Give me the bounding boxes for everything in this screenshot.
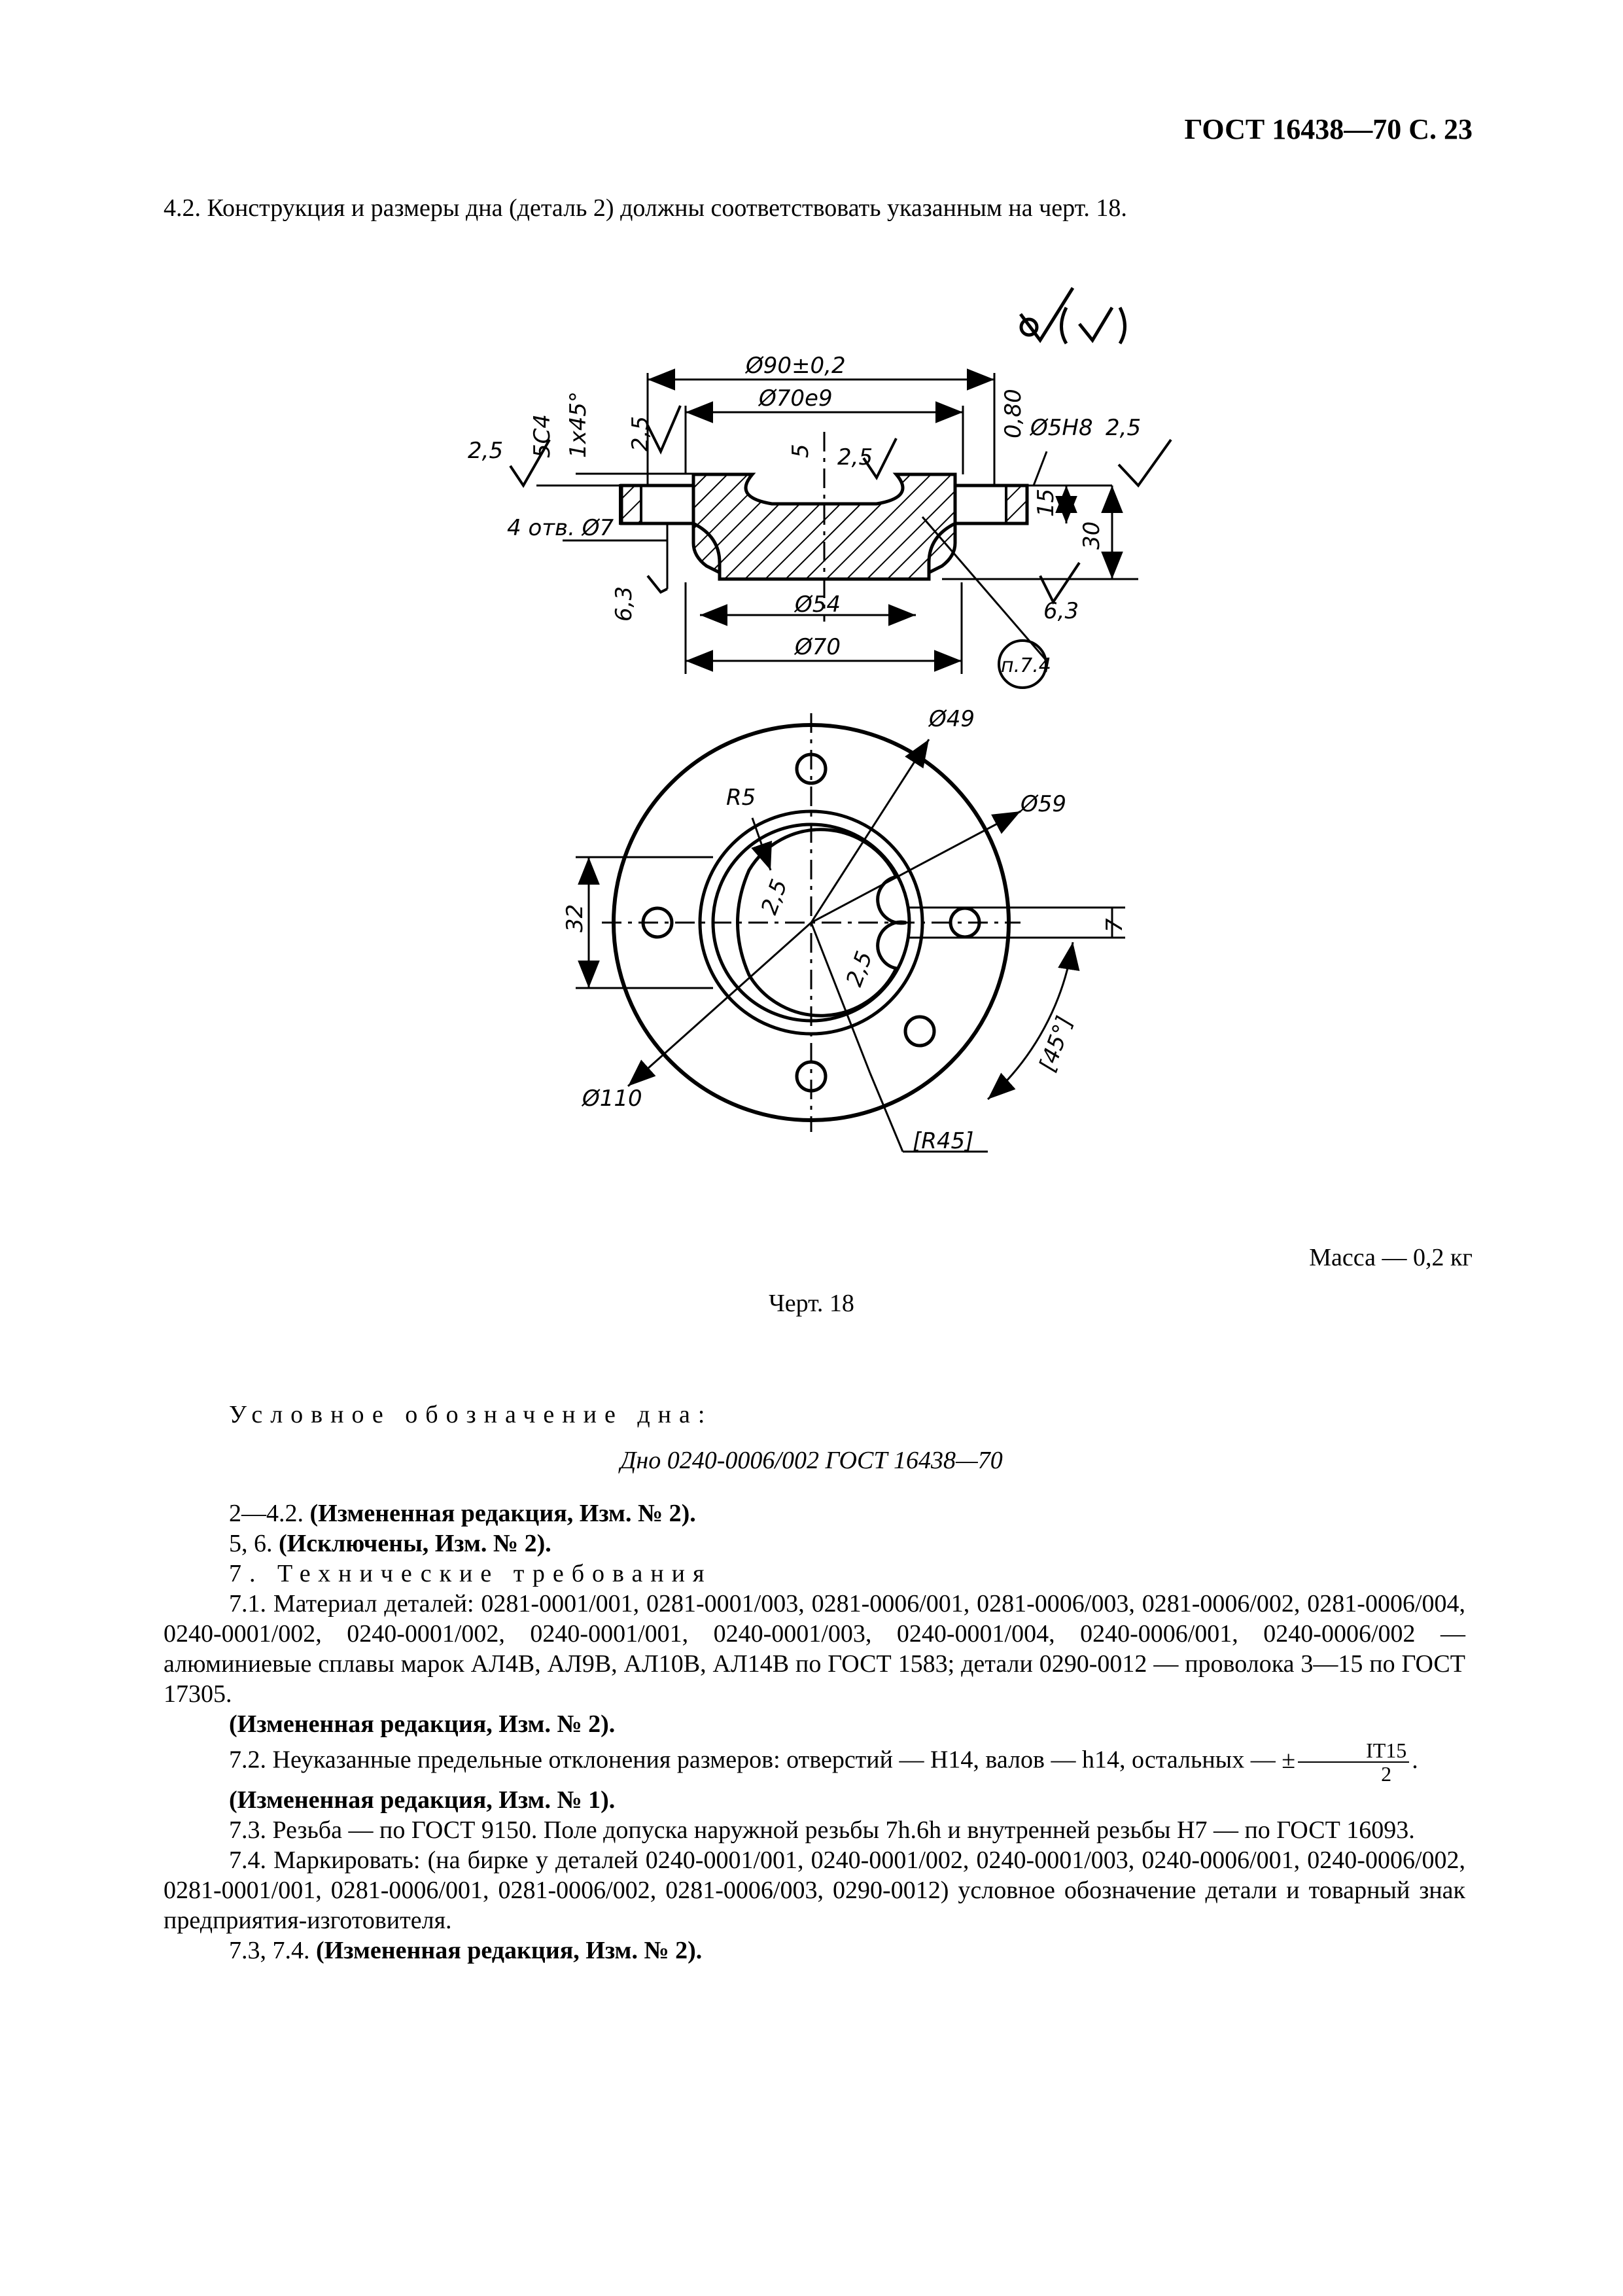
dim-angle-45: [45°] xyxy=(1034,1012,1079,1076)
dim-5: 5 xyxy=(788,444,814,458)
dim-roughness-6-3-a: 6,3 xyxy=(611,586,637,622)
tolerance-formula: ± $\frac{IT15}{2}$ . xyxy=(1282,1739,1418,1786)
roughness-symbol xyxy=(1021,288,1125,344)
dim-d54: Ø54 xyxy=(795,592,841,618)
paragraph-7-2: 7.2. Неуказанные предельные отклонения размеров: отверстий — Н14, валов — h14, остальных — ± $\frac{IT15}{2}$ . xyxy=(229,1739,1418,1786)
dim-32: 32 xyxy=(562,904,588,932)
dim-roughness-2-5-f: 2,5 xyxy=(841,947,878,991)
dim-30: 30 xyxy=(1079,521,1105,550)
intro-paragraph: 4.2. Конструкция и размеры дна (деталь 2) должны соответствовать указанным на черт. 18. xyxy=(164,194,1127,222)
dim-15: 15 xyxy=(1033,488,1059,517)
figure-caption: Черт. 18 xyxy=(769,1290,854,1317)
dim-roughness-2-5-d: 2,5 xyxy=(1106,415,1142,441)
dim-holes: 4 отв. Ø7 xyxy=(507,515,614,541)
dim-thread: 5С4 xyxy=(529,414,555,458)
dim-roughness-2-5-a: 2,5 xyxy=(468,438,504,464)
dim-note: п.7.4 xyxy=(1001,654,1051,677)
dim-roughness-2-5-c: 2,5 xyxy=(837,444,873,470)
dim-r5: R5 xyxy=(726,785,756,811)
dim-d90: Ø90±0,2 xyxy=(746,353,846,379)
page-header: ГОСТ 16438—70 С. 23 xyxy=(1184,113,1473,145)
dim-d110: Ø110 xyxy=(582,1086,642,1112)
paragraph-amendment-2: (Измененная редакция, Изм. № 2). xyxy=(229,1710,616,1738)
paragraph-7-1: 7.1. Материал деталей: 0281-0001/001, 0281-0001/003, 0281-0006/001, 0281-0006/003, 0281-0006/002, 0281-0006/004, 0240-0001/002, 0240-0001/002, 0240-0001/001, 0240-0001/003, 0240-0001/004, 0240-0006/001, 0240-0006/002 — алюминиевые сплавы марок АЛ4В, АЛ9В, АЛ10В, АЛ14В по ГОСТ 1583; детали 0290-0012 — проволока 3—15 по ГОСТ 17305. xyxy=(164,1590,1465,1708)
paragraph-amendment-3: (Измененная редакция, Изм. № 1). xyxy=(229,1786,616,1814)
dim-roughness-2-5-e: 2,5 xyxy=(756,875,793,919)
dim-d70e9: Ø70e9 xyxy=(759,385,833,412)
dim-7: 7 xyxy=(1102,918,1128,932)
section-heading-tech: 7. Технические требования xyxy=(229,1560,712,1587)
paragraph-7-4: 7.4. Маркировать: (на бирке у деталей 0240-0001/001, 0240-0001/002, 0240-0001/003, 0240-0006/001, 0240-0006/002, 0281-0001/001, 0281-0006/001, 0281-0006/002, 0281-0006/003, 0290-0012) условное обозначение детали и товарный знак предприятия-изготовителя. xyxy=(164,1846,1465,1934)
dim-chamfer: 1x45° xyxy=(565,391,591,458)
dim-r45: [R45] xyxy=(913,1128,974,1154)
dim-d59: Ø59 xyxy=(1021,791,1067,817)
designation-value: Дно 0240-0006/002 ГОСТ 16438—70 xyxy=(620,1447,1003,1474)
dim-roughness-2-5-b: 2,5 xyxy=(627,415,654,451)
paragraph-amendment-1: 2—4.2. (Измененная редакция, Изм. № 2). xyxy=(229,1500,696,1527)
plan-view xyxy=(576,713,1125,1152)
paragraph-7-3: 7.3. Резьба — по ГОСТ 9150. Поле допуска наружной резьбы 7h.6h и внутренней резьбы Н7 — по ГОСТ 16093. xyxy=(229,1816,1415,1844)
mass-label: Масса — 0,2 кг xyxy=(1309,1244,1473,1271)
paragraph-amendment-4: 7.3, 7.4. (Измененная редакция, Изм. № 2). xyxy=(229,1937,703,1964)
paragraph-excluded: 5, 6. (Исключены, Изм. № 2). xyxy=(229,1530,551,1557)
body-text xyxy=(164,1498,1465,1966)
technical-drawing xyxy=(0,262,1623,1210)
dim-d49: Ø49 xyxy=(929,706,975,732)
designation-title: Условное обозначение дна: xyxy=(229,1401,713,1428)
dim-d5h8: Ø5H8 xyxy=(1030,415,1093,441)
dim-d70: Ø70 xyxy=(795,634,841,660)
dim-roughness-6-3-b: 6,3 xyxy=(1043,598,1079,624)
dim-0-80: 0,80 xyxy=(1000,389,1026,438)
